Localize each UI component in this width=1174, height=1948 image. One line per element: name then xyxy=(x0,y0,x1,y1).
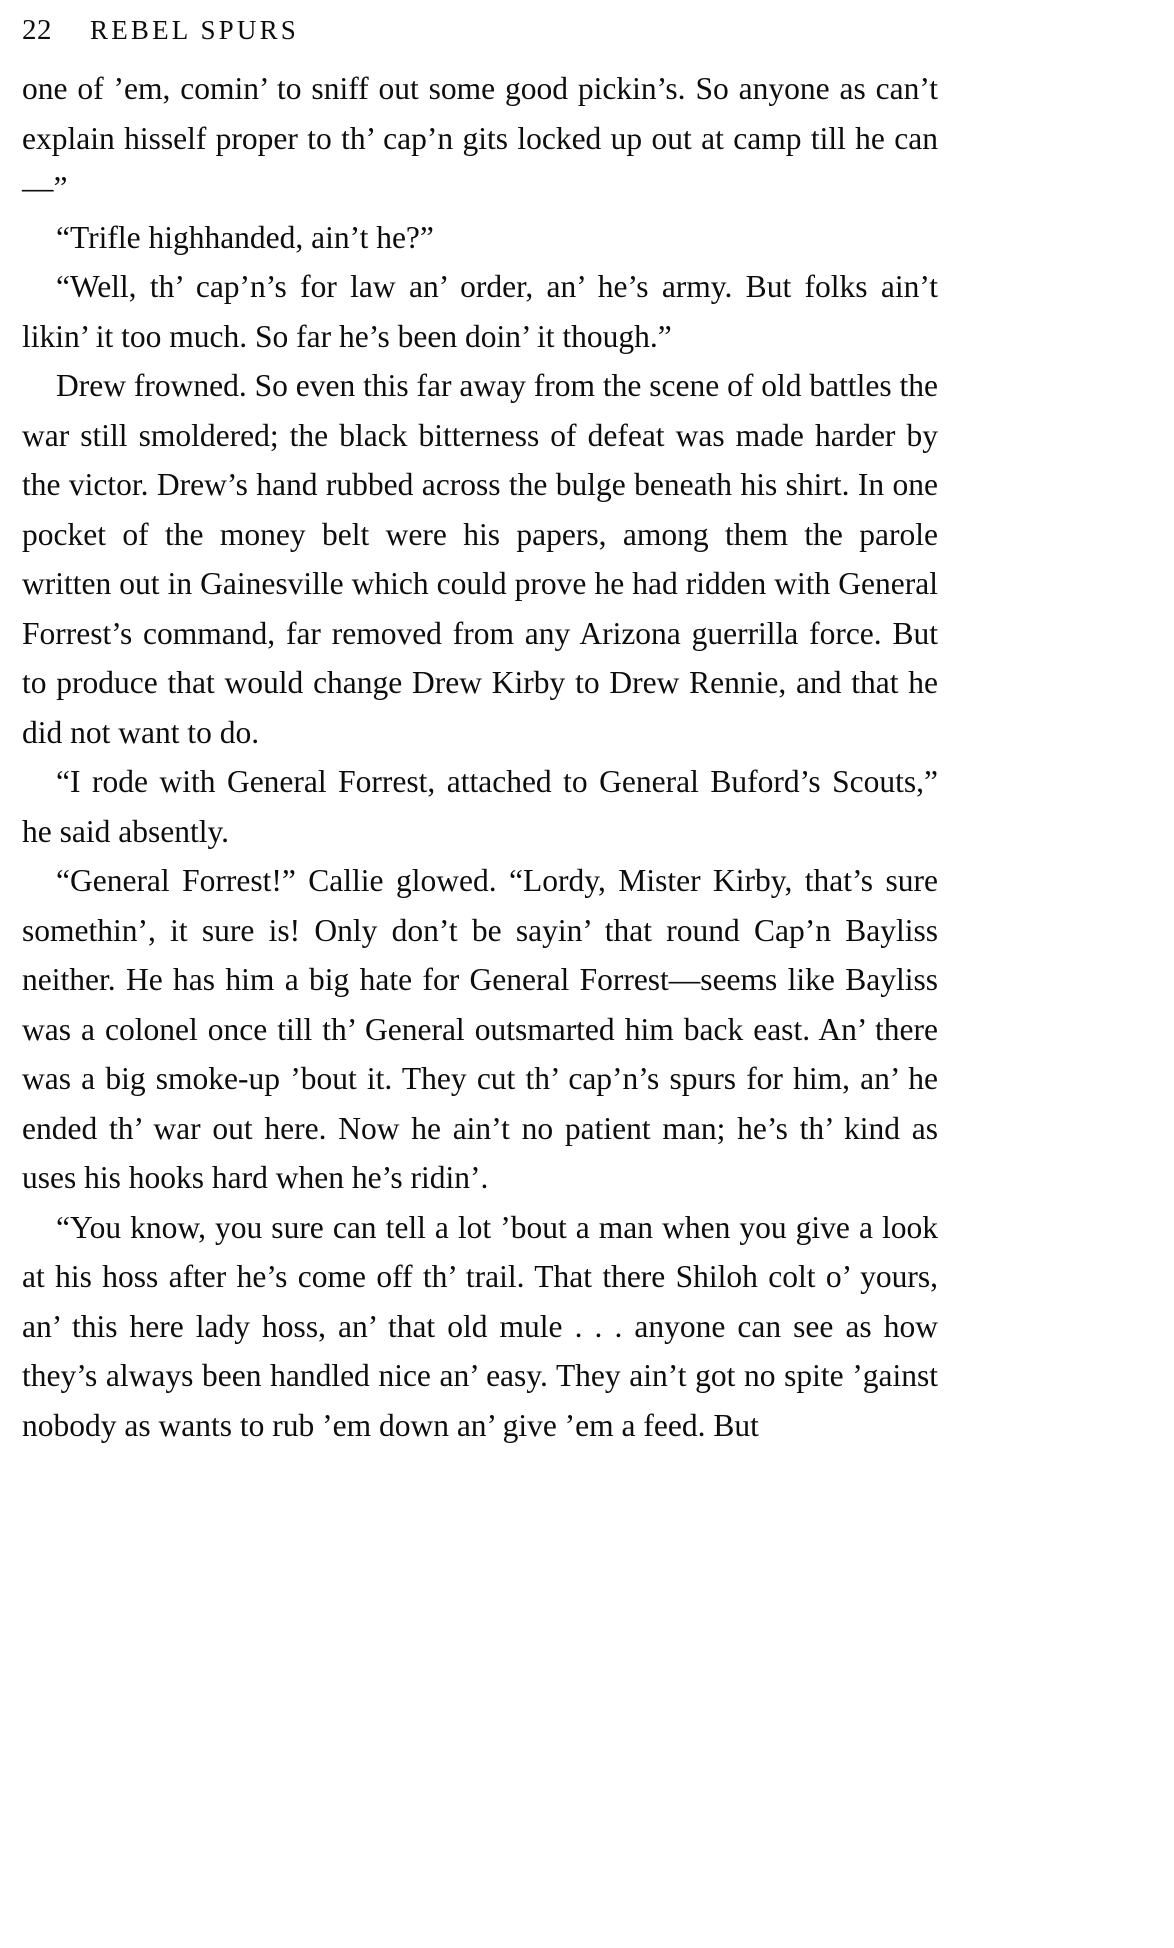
paragraph: “I rode with General Forrest, attached to General Buford’s Scouts,” he said absently. xyxy=(22,764,938,849)
paragraph: one of ’em, comin’ to sniff out some good pickin’s. So anyone as can’t explain hisself proper to th’ cap’n gits locked up out at camp till he can—” xyxy=(22,71,938,205)
page-header xyxy=(22,14,1174,58)
page-body xyxy=(22,64,938,1450)
running-head-title: REBEL SPURS xyxy=(90,15,299,45)
paragraph: “General Forrest!” Callie glowed. “Lordy, Mister Kirby, that’s sure somethin’, it sure is! Only don’t be sayin’ that round Cap’n Bayliss neither. He has him a big hate for General Forrest—seems like Bayliss was a colonel once till th’ General outsmarted him back east. An’ there was a big smoke-up ’bout it. They cut th’ cap’n’s spurs for him, an’ he ended th’ war out here. Now he ain’t no patient man; he’s th’ kind as uses his hooks hard when he’s ridin’. xyxy=(22,863,938,1195)
page-number: 22 xyxy=(22,14,52,46)
paragraph: Drew frowned. So even this far away from the scene of old battles the war still smoldered; the black bitterness of defeat was made harder by the victor. Drew’s hand rubbed across the bulge beneath his shirt. In one pocket of the money belt were his papers, among them the parole written out in Gainesville which could prove he had ridden with General Forrest’s command, far removed from any Arizona guerrilla force. But to produce that would change Drew Kirby to Drew Rennie, and that he did not want to do. xyxy=(22,368,938,750)
paragraph: “You know, you sure can tell a lot ’bout a man when you give a look at his hoss after he’s come off th’ trail. That there Shiloh colt o’ yours, an’ this here lady hoss, an’ that old mule . . . anyone can see as how they’s always been handled nice an’ easy. They ain’t got no spite ’gainst nobody as wants to rub ’em down an’ give ’em a feed. But xyxy=(22,1209,938,1443)
paragraph: “Well, th’ cap’n’s for law an’ order, an’ he’s army. But folks ain’t likin’ it too much. So far he’s been doin’ it though.” xyxy=(22,269,938,354)
paragraph: “Trifle highhanded, ain’t he?” xyxy=(56,219,434,255)
